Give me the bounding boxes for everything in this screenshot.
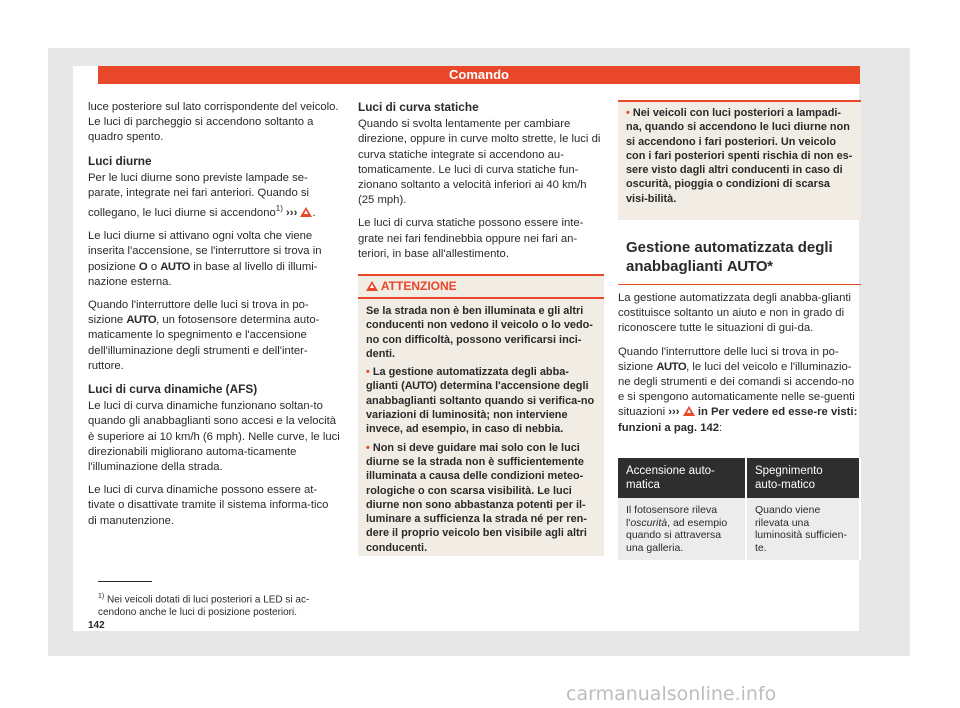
paragraph: luce posteriore sul lato corrispondente del veicolo. Le luci di parcheggio si accendono soltanto a quadro spento. [88,101,339,144]
table-cell: Il fotosensore rileva l'oscurità, ad esempio quando si attraversa una galleria. [618,498,746,560]
warning-bullet: • La gestione automatizzata degli abba-glianti (AUTO) determina l'accensione degli anabbaglianti soltanto quando si verifica-no variazioni di luminosità; non interviene invece, ad esempio, in caso di nebbia. [366,365,596,436]
auto-symbol: AUTO [656,360,687,373]
section-title: Gestione automatizzata degli anabbaglianti AUTO* [618,236,861,285]
paragraph: Quando si svolta lentamente per cambiare direzione, oppure in curve molto strette, le luci di curva statiche integrate si accendono au-tomaticamente. Le luci di curva statiche fun-zionano soltanto a velocità inferiori ai 40 km/h (25 mph). [358,118,601,207]
table-row [618,498,860,560]
column-middle [358,100,604,270]
watermark: carmanualsonline.info [566,683,777,705]
paragraph: Le luci di curva dinamiche possono essere at-tivate o disattivate tramite il sistema informa-tico di manutenzione. [88,484,329,527]
table-header: Accensione auto-matica [618,458,746,498]
paragraph: Quando l'interruttore delle luci si trova in po-sizione AUTO, un fotosensore determina auto-maticamente lo spegnimento e l'accensione dell'illuminazione degli strumenti e dell'inter-ruttore. [88,299,320,372]
cross-reference-arrow[interactable]: ››› [286,206,298,219]
paragraph: Le luci di curva statiche possono essere inte-grate nei fari fendinebbia oppure nei fari an-teriori, in base all'allestimento. [358,217,584,260]
table-cell: Quando viene rilevata una luminosità sufficien-te. [746,498,860,560]
paragraph: Le luci diurne si attivano ogni volta che viene inserita l'accensione, se l'interruttore si trova in posizione O o AUTO in base al livello di illumi-nazione esterna. [88,230,322,288]
warning-header [358,274,604,299]
page-number: 142 [88,620,105,631]
paragraph: Per le luci diurne sono previste lampade se-parate, integrate nei fari anteriori. Quando si collegano, le luci diurne si accendono$^{1)}$ ››› . [88,171,316,219]
cross-reference-arrow[interactable]: ››› [668,406,680,419]
warning-bullet: • Non si deve guidare mai solo con le luci diurne se la strada non è sufficientemente illuminata a causa delle condizioni meteo-rologiche o con scarsa visibilità. Le luci diurne non sono abbastanza potenti per il-luminare a sufficienza la strada né per ren-dere il proprio veicolo ben visibile agli altri conducenti. [366,441,596,555]
warning-body [358,299,604,555]
table-header: Spegnimento auto-matico [746,458,860,498]
column-left [88,100,340,537]
warning-triangle-icon [683,406,695,416]
column-right [618,291,861,444]
warning-paragraph: Se la strada non è ben illuminata e gli altri conducenti non vedono il veicolo o lo vedo-no con difficoltà, possono verificarsi inci-denti. [366,305,593,360]
auto-symbol: AUTO [404,380,434,393]
paragraph: La gestione automatizzata degli anabba-glianti costituisce soltanto un aiuto e non in grado di riconoscere tutte le situazioni di gui-da. [618,292,852,335]
note-bullet: • Nei veicoli con luci posteriori a lampadi-na, quando si accendono le luci diurne non si accendono i fari posteriori. Un veicolo con i fari posteriori spenti rischia di non es-sere visto dagli altri conducenti in caso di oscurità, pioggia o condizioni di scarsa visi-bilità. [626,106,853,206]
heading-luci-statiche: Luci di curva statiche [358,100,479,114]
cross-reference-link[interactable]: in Per vedere ed esse-re visti: funzioni a pag. 142 [618,406,858,434]
note-box [618,100,861,220]
switch-position-o-symbol: O [138,260,148,273]
warning-title: ATTENZIONE [380,279,457,293]
chapter-header: Comando [98,66,860,84]
warning-triangle-icon [366,281,378,291]
function-table [618,458,861,560]
heading-luci-diurne: Luci diurne [88,153,152,168]
table-header-row [618,458,860,498]
warning-triangle-icon [300,207,312,217]
paragraph: Quando l'interruttore delle luci si trova in po-sizione AUTO, le luci del veicolo e l'illuminazio-ne degli strumenti e dei comandi si accendo-no e si spengono automaticamente nelle se-guenti situazioni ››› in Per vedere ed esse-re visti: funzioni a pag. 142: [618,345,858,434]
warning-box [358,274,604,556]
auto-symbol: AUTO [126,314,157,327]
paragraph: Le luci di curva dinamiche funzionano soltan-to quando gli anabbaglianti sono accesi e la velocità è superiore ai 10 km/h (6 mph). Nelle curve, le luci direzionabili migliorano automa-ticamente l'illuminazione della strada. [88,400,340,474]
footnote: $^{1)}$ Nei veicoli dotati di luci posteriori a LED si ac-cendono anche le luci di posizione posteriori. [98,593,310,619]
auto-symbol: AUTO [160,260,191,273]
footnote-divider [98,581,152,582]
auto-symbol: AUTO [726,258,768,275]
heading-afs: Luci di curva dinamiche (AFS) [88,382,258,397]
